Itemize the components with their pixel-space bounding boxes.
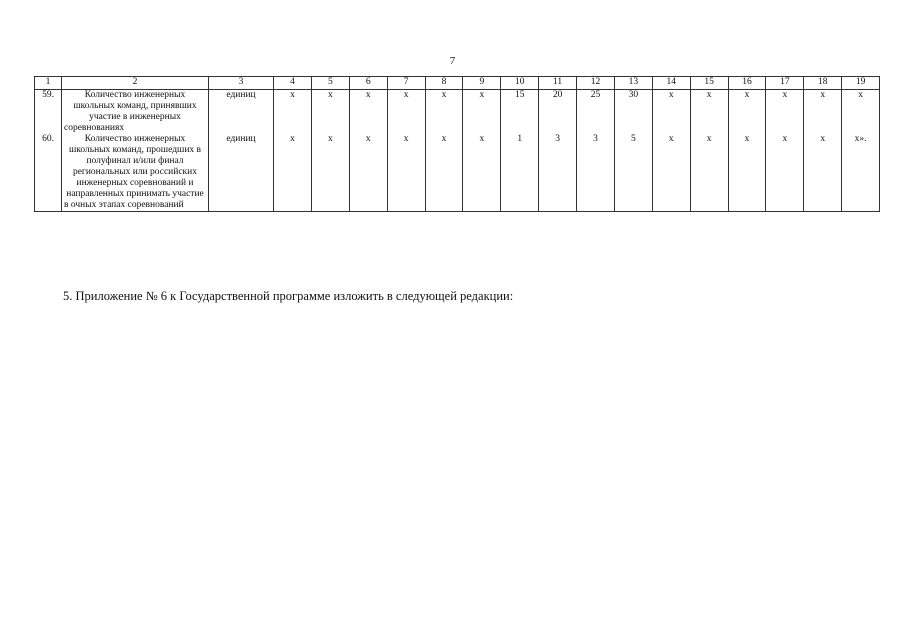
value-cell: 5 <box>614 134 652 212</box>
column-header-18: 18 <box>804 77 842 90</box>
value-cell: x <box>425 134 463 212</box>
unit-of-measure: единиц <box>209 90 274 135</box>
value-cell: x <box>804 90 842 135</box>
value-cell: x <box>728 90 766 135</box>
value-cell: 25 <box>577 90 615 135</box>
value-cell: 3 <box>539 134 577 212</box>
column-header-11: 11 <box>539 77 577 90</box>
value-cell: x <box>842 90 880 135</box>
table-row <box>35 90 880 135</box>
value-cell: x <box>728 134 766 212</box>
row-number: 59. <box>35 90 62 135</box>
value-cell: x <box>463 90 501 135</box>
table-header <box>35 77 880 90</box>
value-cell: x <box>804 134 842 212</box>
value-cell: 30 <box>614 90 652 135</box>
unit-of-measure: единиц <box>209 134 274 212</box>
column-header-8: 8 <box>425 77 463 90</box>
row-number: 60. <box>35 134 62 212</box>
value-cell: x <box>766 90 804 135</box>
value-cell: x <box>311 134 349 212</box>
indicators-table <box>34 76 880 212</box>
page-number: 7 <box>449 55 456 67</box>
column-header-2: 2 <box>62 77 209 90</box>
value-cell: x <box>690 134 728 212</box>
value-cell: x <box>652 134 690 212</box>
value-cell: x <box>387 134 425 212</box>
value-cell: 15 <box>501 90 539 135</box>
column-header-12: 12 <box>577 77 615 90</box>
column-header-7: 7 <box>387 77 425 90</box>
value-cell: x <box>463 134 501 212</box>
value-cell: x <box>349 90 387 135</box>
column-header-3: 3 <box>209 77 274 90</box>
column-header-4: 4 <box>274 77 312 90</box>
value-cell: x <box>652 90 690 135</box>
column-header-19: 19 <box>842 77 880 90</box>
column-header-9: 9 <box>463 77 501 90</box>
value-cell: x <box>274 90 312 135</box>
column-header-14: 14 <box>652 77 690 90</box>
value-cell: x <box>425 90 463 135</box>
value-cell: x <box>766 134 804 212</box>
instruction-paragraph: 5. Приложение № 6 к Государственной программе изложить в следующей редакции: <box>63 289 514 303</box>
value-cell: x <box>274 134 312 212</box>
value-cell: x <box>387 90 425 135</box>
table-row <box>35 134 880 212</box>
value-cell: 1 <box>501 134 539 212</box>
column-header-10: 10 <box>501 77 539 90</box>
indicator-name: Количество инженерных школьных команд, принявших участие в инженерных соревнованиях <box>62 90 209 135</box>
table-body <box>35 90 880 212</box>
value-cell: 20 <box>539 90 577 135</box>
indicator-name: Количество инженерных школьных команд, прошедших в полуфинал и/или финал региональных или российских инженерных соревнований и направленных принимать участие в очных этапах соревнований <box>62 134 209 212</box>
value-cell: 3 <box>577 134 615 212</box>
column-header-1: 1 <box>35 77 62 90</box>
column-header-6: 6 <box>349 77 387 90</box>
column-header-15: 15 <box>690 77 728 90</box>
column-header-16: 16 <box>728 77 766 90</box>
value-cell: x <box>311 90 349 135</box>
header-row <box>35 77 880 90</box>
column-header-5: 5 <box>311 77 349 90</box>
value-cell: x <box>690 90 728 135</box>
column-header-17: 17 <box>766 77 804 90</box>
value-cell: x». <box>842 134 880 212</box>
column-header-13: 13 <box>614 77 652 90</box>
value-cell: x <box>349 134 387 212</box>
